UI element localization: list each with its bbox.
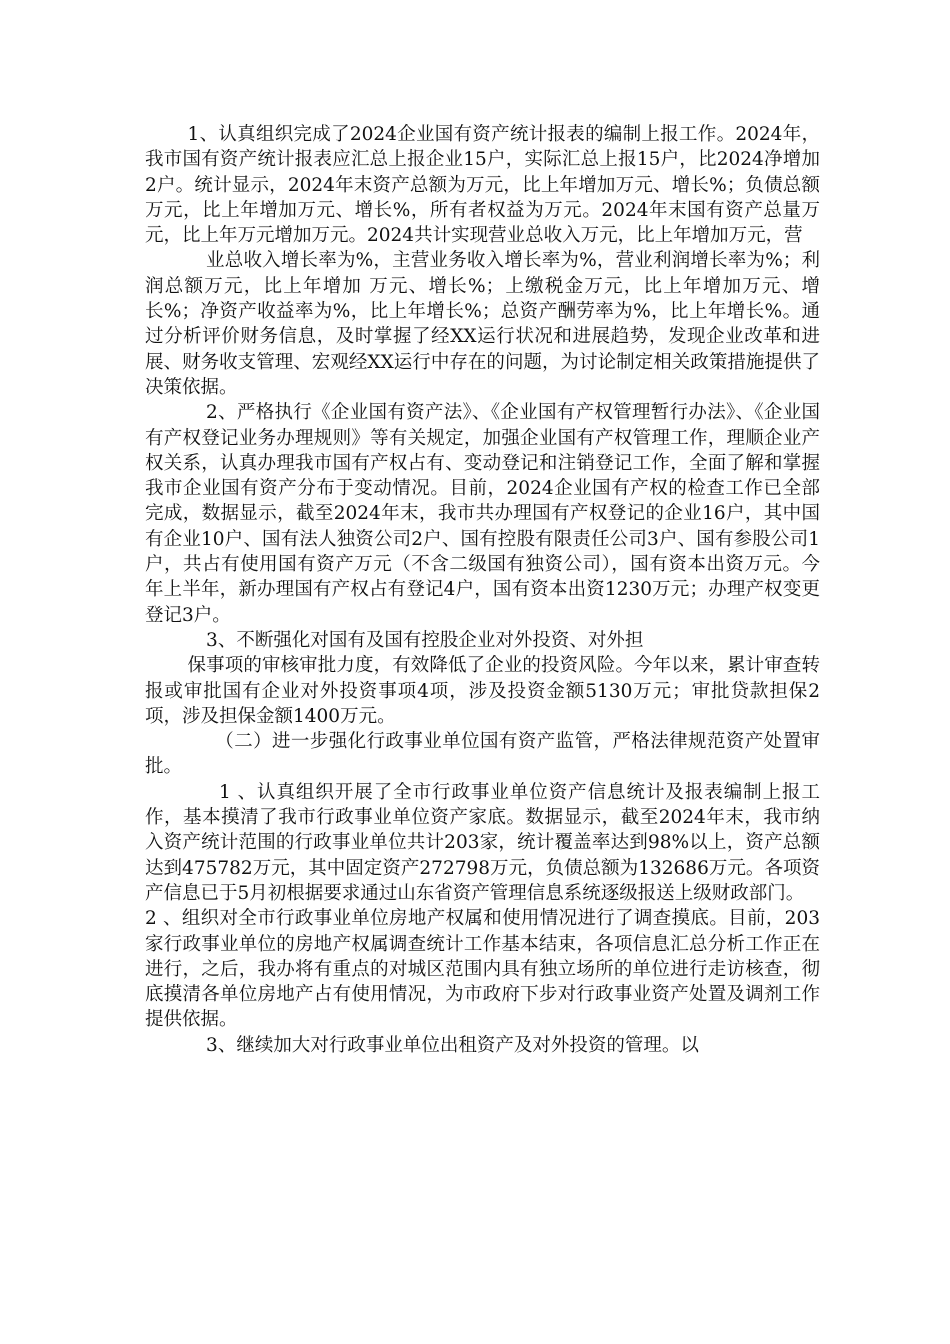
paragraph-statistics-report: 1、认真组织完成了2024企业国有资产统计报表的编制上报工作。2024年，我市国有资产统计报表应汇总上报企业15户，实际汇总上报15户，比2024净增加2户。统计显示，2024年末资产总额为万元，比上年增加万元、增长%；负债总额万元，比上年增加万元、增长%，所有者权益为万元。2024年末国有资产总量万元，比上年万元增加万元。2024共计实现营业总收入万元，比上年增加万元，营 bbox=[145, 124, 820, 247]
paragraph-leased-assets: 3、继续加大对行政事业单位出租资产及对外投资的管理。以 bbox=[206, 1034, 699, 1056]
paragraph-revenue-growth: 业总收入增长率为%，主营业务收入增长率为%，营业利润增长率为%；利润总额万元，比上年增加 万元、增长%；上缴税金万元，比上年增加万元、增长%；净资产收益率为%，比上年增长%；总资产酬劳率为%，比上年增长%。通过分析评价财务信息，及时掌握了经XX运行状况和进展趋势，发现企业改革和进展、财务收支管理、宏观经XX运行中存在的问题，为讨论制定相关政策措施提供了决策依据。 bbox=[145, 250, 820, 398]
section-heading-two: （二）进一步强化行政事业单位国有资产监管，严格法律规范资产处置审批。 bbox=[145, 731, 820, 778]
paragraph-real-estate-survey: 2 、组织对全市行政事业单位房地产权属和使用情况进行了调查摸底。目前，203家行政事业单位的房地产权属调查统计工作基本结束，各项信息汇总分析工作正在进行，之后，我办将有重点的对城区范围内具有独立场所的单位进行走访核查，彻底摸清各单位房地产占有使用情况，为市政府下步对行政事业资产处置及调剂工作提供依据。 bbox=[145, 908, 820, 1031]
paragraph-property-rights: 2、严格执行《企业国有资产法》、《企业国有产权管理暂行办法》、《企业国有产权登记业务办理规则》等有关规定，加强企业国有产权管理工作，理顺企业产权关系，认真办理我市国有产权占有、变动登记和注销登记工作，全面了解和掌握我市企业国有资产分布于变动情况。目前，2024企业国有产权的检查工作已全部完成，数据显示，截至2024年末，我市共办理国有产权登记的企业16户，其中国有企业10户、国有法人独资公司2户、国有控股有限责任公司3户、国有参股公司1户，共占有使用国有资产万元（不含二级国有独资公司），国有资本出资万元。今年上半年，新办理国有产权占有登记4户，国有资本出资1230万元；办理产权变更登记3户。 bbox=[145, 402, 820, 626]
paragraph-admin-statistics: 1 、认真组织开展了全市行政事业单位资产信息统计及报表编制上报工作，基本摸清了我市行政事业单位资产家底。数据显示，截至2024年末，我市纳入资产统计范围的行政事业单位共计203家，统计覆盖率达到98%以上，资产总额达到475782万元，其中固定资产272798万元，负债总额为132686万元。各项资产信息已于5月初根据要求通过山东省资产管理信息系统逐级报送上级财政部门。 bbox=[145, 781, 820, 904]
document-body bbox=[145, 122, 820, 1058]
paragraph-investment-heading: 3、不断强化对国有及国有控股企业对外投资、对外担 bbox=[206, 629, 644, 651]
paragraph-investment-review: 保事项的审核审批力度，有效降低了企业的投资风险。今年以来，累计审查转报或审批国有企业对外投资事项4项，涉及投资金额5130万元；审批贷款担保2项，涉及担保金额1400万元。 bbox=[145, 655, 820, 727]
